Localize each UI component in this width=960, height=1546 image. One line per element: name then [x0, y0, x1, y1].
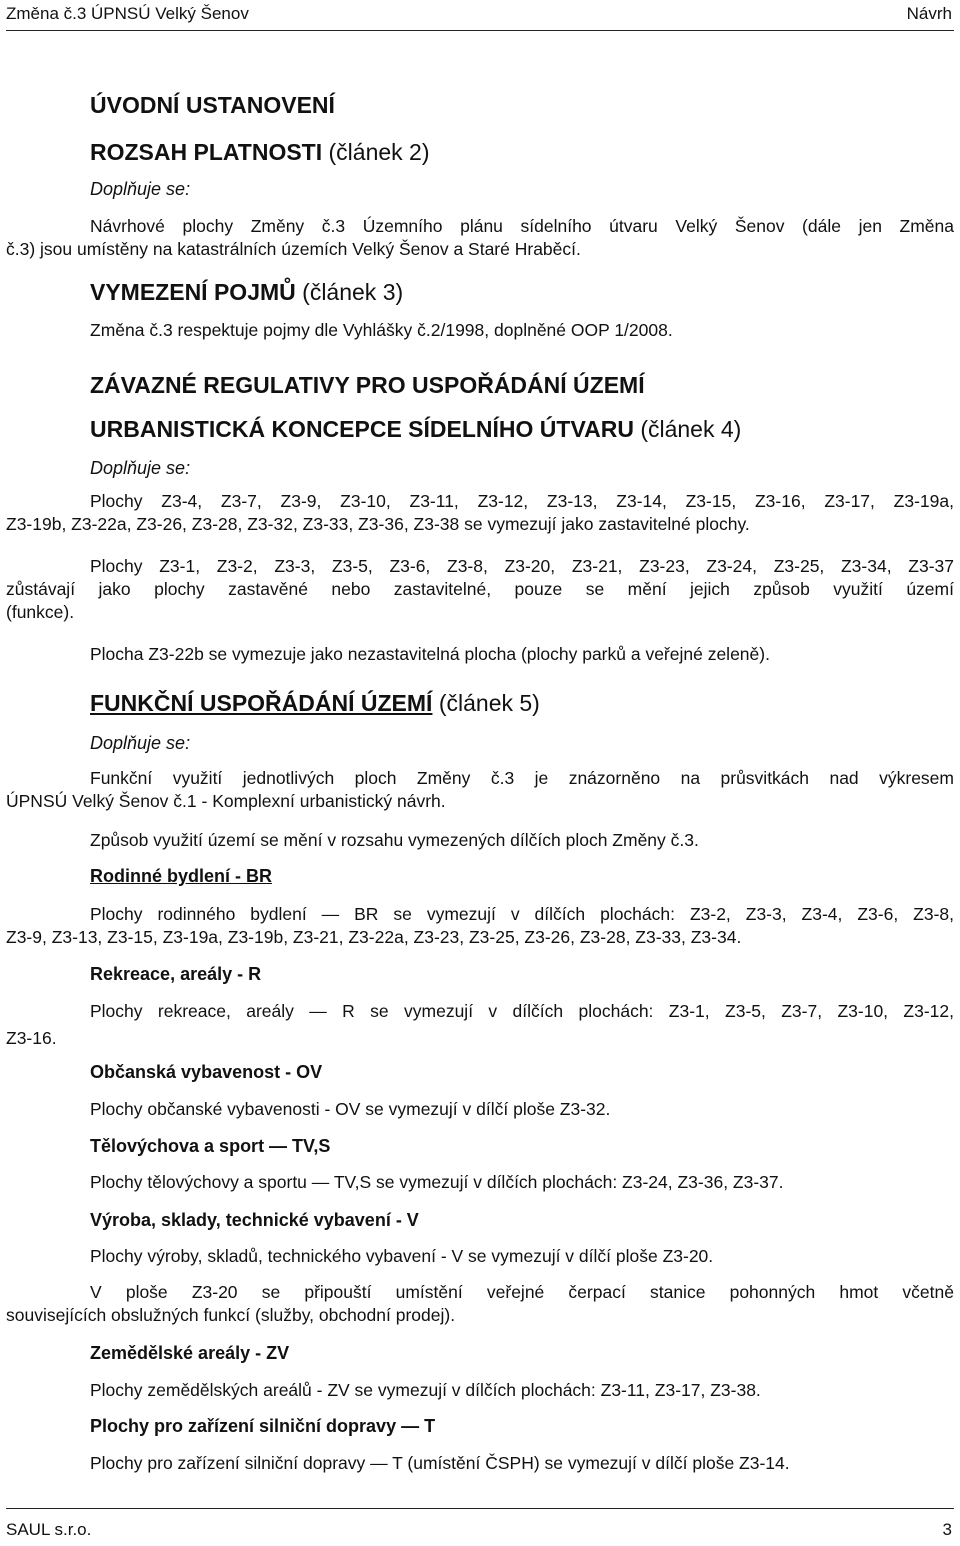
r-line-1: Plochy rekreace, areály — R se vymezují v dílčích plochách: Z3-1, Z3-5, Z3-7, Z3-10, Z3-12,	[90, 1001, 954, 1021]
funkcni-vyuziti-paragraph	[6, 767, 954, 813]
heading-urb-ref: (článek 4)	[633, 416, 742, 442]
heading-uvodni-ustanoveni: ÚVODNÍ USTANOVENÍ	[90, 92, 335, 118]
heading-funk-ref: (článek 5)	[432, 690, 540, 716]
t-text: Plochy pro zařízení silniční dopravy — T (umístění ČSPH) se vymezují v dílčí ploše Z3-14.	[90, 1453, 790, 1473]
doplnuje-label-3: Doplňuje se:	[90, 733, 191, 753]
header-divider	[6, 30, 954, 31]
subheading-zv: Zemědělské areály - ZV	[90, 1343, 290, 1363]
ov-text: Plochy občanské vybavenosti - OV se vymezují v dílčí ploše Z3-32.	[90, 1099, 611, 1119]
heading-pojmy-text: VYMEZENÍ POJMŮ	[90, 279, 296, 305]
footer-company: SAUL s.r.o.	[6, 1520, 92, 1539]
zastavene-paragraph	[6, 555, 954, 624]
page-footer	[0, 1508, 960, 1546]
r-line-2: Z3-16.	[6, 1028, 57, 1048]
rozsah-line-1: Návrhové plochy Změny č.3 Územního plánu sídelního útvaru Velký Šenov (dále jen Změna	[90, 216, 954, 236]
heading-funkcni-usporadani	[90, 690, 540, 717]
tvs-text: Plochy tělovýchovy a sportu — TV,S se vymezují v dílčích plochách: Z3-24, Z3-36, Z3-37.	[90, 1172, 784, 1192]
funkcni-line-1: Funkční využití jednotlivých ploch Změny č.3 je znázorněno na průsvitkách nad výkresem	[90, 768, 954, 788]
footer-divider	[6, 1508, 954, 1509]
doplnuje-label-2: Doplňuje se:	[90, 458, 191, 478]
heading-rozsah-platnosti	[90, 139, 430, 166]
v-cspho-line-1: V ploše Z3-20 se připouští umístění veřejné čerpací stanice pohonných hmot včetně	[90, 1282, 954, 1302]
subheading-ov: Občanská vybavenost - OV	[90, 1062, 323, 1082]
v-cspho-line-2: souvisejících obslužných funkcí (služby, obchodní prodej).	[6, 1305, 456, 1325]
heading-vymezeni-pojmu	[90, 279, 403, 306]
pojmy-text: Změna č.3 respektuje pojmy dle Vyhlášky č.2/1998, doplněné OOP 1/2008.	[90, 320, 673, 340]
subheading-v: Výroba, sklady, technické vybavení - V	[90, 1210, 419, 1230]
r-paragraph	[6, 1000, 954, 1050]
zastavitelne-line-2: Z3-19b, Z3-22a, Z3-26, Z3-28, Z3-32, Z3-33, Z3-36, Z3-38 se vymezují jako zastavitelné plochy.	[6, 514, 750, 534]
heading-rozsah-text: ROZSAH PLATNOSTI	[90, 139, 323, 165]
nezastavitelna-text: Plocha Z3-22b se vymezuje jako nezastavitelná plocha (plochy parků a veřejné zeleně).	[90, 644, 770, 664]
header-status: Návrh	[906, 4, 952, 23]
heading-urbanisticka-koncepce	[90, 416, 741, 443]
subheading-r: Rekreace, areály - R	[90, 964, 262, 984]
page-header	[0, 0, 960, 34]
v-cspho-paragraph	[6, 1281, 954, 1327]
br-line-2: Z3-9, Z3-13, Z3-15, Z3-19a, Z3-19b, Z3-21, Z3-22a, Z3-23, Z3-25, Z3-26, Z3-28, Z3-33, Z3-34.	[6, 927, 742, 947]
rozsah-paragraph	[6, 215, 954, 261]
br-line-1: Plochy rodinného bydlení — BR se vymezují v dílčích plochách: Z3-2, Z3-3, Z3-4, Z3-6, Z3-8,	[90, 904, 954, 924]
heading-zavazne-regulativy: ZÁVAZNÉ REGULATIVY PRO USPOŘÁDÁNÍ ÚZEMÍ	[90, 372, 645, 398]
heading-urb-text: URBANISTICKÁ KONCEPCE SÍDELNÍHO ÚTVARU	[90, 416, 634, 442]
doplnuje-label-1: Doplňuje se:	[90, 179, 191, 199]
br-paragraph	[6, 903, 954, 949]
zpusob-vyuziti-text: Způsob využití území se mění v rozsahu vymezených dílčích ploch Změny č.3.	[90, 830, 699, 850]
funkcni-line-2: ÚPNSÚ Velký Šenov č.1 - Komplexní urbanistický návrh.	[6, 791, 446, 811]
heading-pojmy-ref: (článek 3)	[295, 279, 404, 305]
heading-funk-text: FUNKČNÍ USPOŘÁDÁNÍ ÚZEMÍ	[90, 690, 433, 716]
page-number: 3	[942, 1520, 952, 1539]
zastavene-line-3: (funkce).	[6, 602, 75, 622]
zastavene-line-1: Plochy Z3-1, Z3-2, Z3-3, Z3-5, Z3-6, Z3-8, Z3-20, Z3-21, Z3-23, Z3-24, Z3-25, Z3-34, Z3-37	[90, 556, 954, 576]
zastavene-line-2: zůstávají jako plochy zastavěné nebo zastavitelné, pouze se mění jejich způsob využití území	[6, 579, 954, 599]
v-text: Plochy výroby, skladů, technického vybavení - V se vymezují v dílčí ploše Z3-20.	[90, 1246, 714, 1266]
subheading-tvs: Tělovýchova a sport — TV,S	[90, 1136, 331, 1156]
header-document-title: Změna č.3 ÚPNSÚ Velký Šenov	[6, 4, 249, 23]
heading-rozsah-ref: (článek 2)	[322, 139, 430, 165]
zastavitelne-line-1: Plochy Z3-4, Z3-7, Z3-9, Z3-10, Z3-11, Z3-12, Z3-13, Z3-14, Z3-15, Z3-16, Z3-17, Z3-19a,	[90, 491, 954, 511]
zastavitelne-paragraph	[6, 490, 954, 536]
rozsah-line-2: č.3) jsou umístěny na katastrálních územích Velký Šenov a Staré Hraběcí.	[6, 239, 581, 259]
zv-text: Plochy zemědělských areálů - ZV se vymezují v dílčích plochách: Z3-11, Z3-17, Z3-38.	[90, 1380, 761, 1400]
subheading-br: Rodinné bydlení - BR	[90, 866, 272, 886]
subheading-t: Plochy pro zařízení silniční dopravy — T	[90, 1416, 436, 1436]
